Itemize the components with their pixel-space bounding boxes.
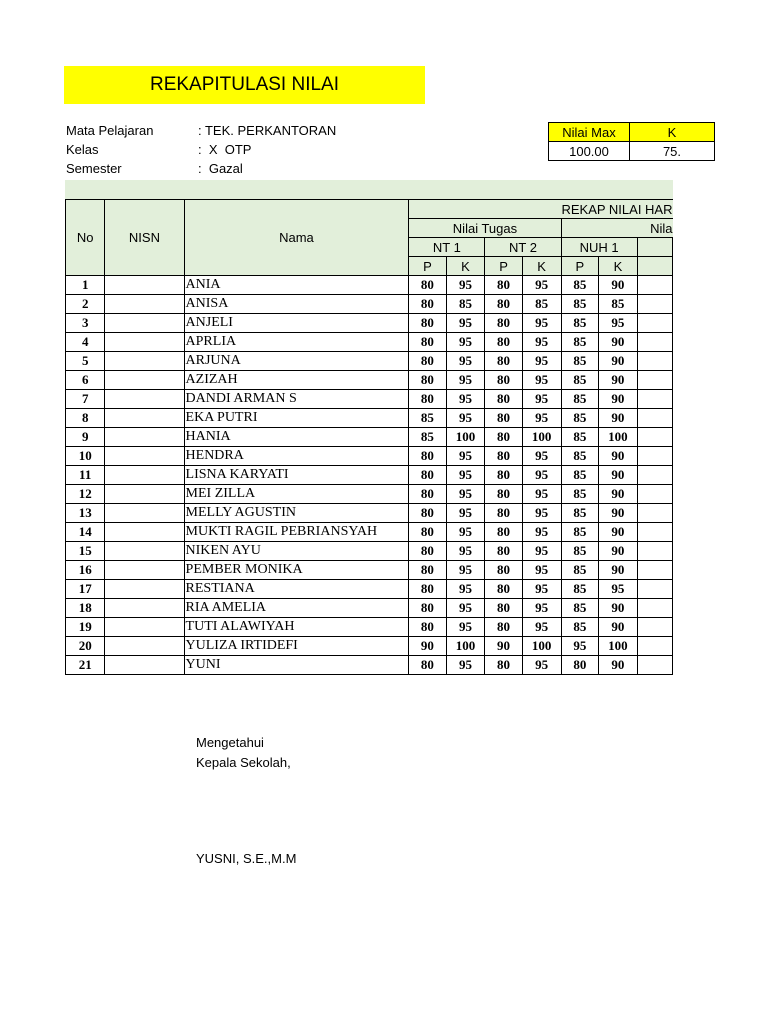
cell-nisn[interactable] <box>105 504 184 523</box>
cell-nt2-k[interactable]: 100 <box>522 428 561 447</box>
cell-nt2-p[interactable]: 80 <box>485 656 522 675</box>
cell-nama[interactable]: ARJUNA <box>184 352 409 371</box>
cell-nt1-p[interactable]: 85 <box>409 428 446 447</box>
cell-nt1-p[interactable]: 80 <box>409 466 446 485</box>
cell-nuh1-p[interactable]: 85 <box>561 333 599 352</box>
cell-nisn[interactable] <box>105 390 184 409</box>
cell-nt1-k[interactable]: 95 <box>446 561 485 580</box>
cell-nt2-k[interactable]: 95 <box>522 580 561 599</box>
cell-nuh1-k[interactable]: 85 <box>599 295 637 314</box>
cell-nt2-p[interactable]: 90 <box>485 637 522 656</box>
grade-table-viewport <box>65 199 673 679</box>
cell-nuh1-p[interactable]: 85 <box>561 542 599 561</box>
cell-nuh1-k[interactable]: 90 <box>599 447 637 466</box>
col-header-nisn[interactable]: NISN <box>105 200 184 276</box>
cell-nt1-k[interactable]: 85 <box>446 295 485 314</box>
col-header-nt2[interactable]: NT 2 <box>485 238 561 257</box>
cell-nama[interactable]: TUTI ALAWIYAH <box>184 618 409 637</box>
cell-nt2-k[interactable]: 95 <box>522 504 561 523</box>
cell-nisn[interactable] <box>105 409 184 428</box>
cell-nisn[interactable] <box>105 656 184 675</box>
cell-no[interactable]: 1 <box>66 276 105 295</box>
table-row <box>66 637 673 656</box>
cell-no[interactable]: 19 <box>66 618 105 637</box>
col-header-p[interactable]: P <box>561 257 599 276</box>
cell-nt1-k[interactable]: 95 <box>446 333 485 352</box>
cell-no[interactable]: 3 <box>66 314 105 333</box>
cell-blank[interactable] <box>637 371 672 390</box>
kkm-header-k[interactable]: K <box>630 123 715 142</box>
cell-no[interactable]: 15 <box>66 542 105 561</box>
cell-nt2-p[interactable]: 80 <box>485 371 522 390</box>
cell-nt1-k[interactable]: 95 <box>446 409 485 428</box>
cell-nt1-p[interactable]: 80 <box>409 447 446 466</box>
cell-blank[interactable] <box>637 599 672 618</box>
cell-nt2-k[interactable]: 95 <box>522 523 561 542</box>
cell-nt1-k[interactable]: 100 <box>446 428 485 447</box>
cell-nt2-k[interactable]: 95 <box>522 656 561 675</box>
cell-nt1-p[interactable]: 80 <box>409 561 446 580</box>
cell-nt2-p[interactable]: 80 <box>485 504 522 523</box>
cell-nuh1-k[interactable]: 90 <box>599 371 637 390</box>
cell-no[interactable]: 17 <box>66 580 105 599</box>
cell-nuh1-p[interactable]: 80 <box>561 656 599 675</box>
cell-nt1-p[interactable]: 80 <box>409 580 446 599</box>
cell-nt1-k[interactable]: 95 <box>446 390 485 409</box>
table-row <box>66 371 673 390</box>
col-header-nama[interactable]: Nama <box>184 200 409 276</box>
cell-blank[interactable] <box>637 333 672 352</box>
cell-nuh1-p[interactable]: 85 <box>561 314 599 333</box>
col-header-p[interactable]: P <box>485 257 522 276</box>
cell-nuh1-k[interactable]: 90 <box>599 618 637 637</box>
col-header-k[interactable]: K <box>599 257 637 276</box>
cell-nt1-p[interactable]: 80 <box>409 485 446 504</box>
cell-nt1-p[interactable]: 90 <box>409 637 446 656</box>
report-title-banner <box>64 66 425 104</box>
cell-nisn[interactable] <box>105 466 184 485</box>
cell-blank[interactable] <box>637 485 672 504</box>
cell-nt2-k[interactable]: 95 <box>522 618 561 637</box>
info-value: : TEK. PERKANTORAN <box>198 123 337 138</box>
cell-nisn[interactable] <box>105 637 184 656</box>
cell-nuh1-p[interactable]: 85 <box>561 447 599 466</box>
info-label: Kelas <box>66 142 99 157</box>
cell-nama[interactable]: DANDI ARMAN S <box>184 390 409 409</box>
cell-nuh1-p[interactable]: 85 <box>561 523 599 542</box>
cell-no[interactable]: 20 <box>66 637 105 656</box>
cell-nuh1-k[interactable]: 90 <box>599 333 637 352</box>
table-row <box>66 580 673 599</box>
cell-nisn[interactable] <box>105 485 184 504</box>
cell-nt1-p[interactable]: 80 <box>409 656 446 675</box>
cell-nuh1-p[interactable]: 85 <box>561 599 599 618</box>
table-row <box>66 618 673 637</box>
cell-nisn[interactable] <box>105 447 184 466</box>
cell-nama[interactable]: ANJELI <box>184 314 409 333</box>
cell-nt2-p[interactable]: 80 <box>485 447 522 466</box>
cell-nt2-k[interactable]: 95 <box>522 333 561 352</box>
cell-no[interactable]: 21 <box>66 656 105 675</box>
cell-nt2-k[interactable]: 95 <box>522 314 561 333</box>
cell-nama[interactable]: RIA AMELIA <box>184 599 409 618</box>
cell-nuh1-p[interactable]: 85 <box>561 504 599 523</box>
table-row <box>66 295 673 314</box>
cell-nt1-p[interactable]: 80 <box>409 352 446 371</box>
cell-nt1-p[interactable]: 80 <box>409 523 446 542</box>
cell-nuh1-k[interactable]: 100 <box>599 637 637 656</box>
col-header-p[interactable]: P <box>409 257 446 276</box>
cell-blank[interactable] <box>637 618 672 637</box>
kkm-header-max[interactable]: Nilai Max <box>549 123 630 142</box>
cell-blank[interactable] <box>637 523 672 542</box>
cell-nt2-p[interactable]: 80 <box>485 466 522 485</box>
cell-nama[interactable]: AZIZAH <box>184 371 409 390</box>
col-header-nilai-other[interactable]: Nila <box>561 219 672 238</box>
cell-nuh1-p[interactable]: 85 <box>561 371 599 390</box>
cell-nt2-p[interactable]: 80 <box>485 542 522 561</box>
cell-nt1-p[interactable]: 80 <box>409 276 446 295</box>
cell-blank[interactable] <box>637 637 672 656</box>
cell-nt2-k[interactable]: 95 <box>522 466 561 485</box>
cell-nt2-p[interactable]: 80 <box>485 314 522 333</box>
cell-nisn[interactable] <box>105 618 184 637</box>
table-row <box>66 409 673 428</box>
cell-no[interactable]: 9 <box>66 428 105 447</box>
signature-greeting: Mengetahui <box>196 735 264 750</box>
col-header-k[interactable]: K <box>446 257 485 276</box>
cell-nama[interactable]: RESTIANA <box>184 580 409 599</box>
cell-nama[interactable]: ANISA <box>184 295 409 314</box>
col-header-blank[interactable] <box>637 238 672 257</box>
table-row <box>66 333 673 352</box>
cell-nisn[interactable] <box>105 599 184 618</box>
cell-nisn[interactable] <box>105 523 184 542</box>
cell-nt2-p[interactable]: 80 <box>485 333 522 352</box>
table-row <box>66 485 673 504</box>
cell-nt2-k[interactable]: 95 <box>522 390 561 409</box>
cell-no[interactable]: 6 <box>66 371 105 390</box>
cell-blank[interactable] <box>637 428 672 447</box>
cell-nt1-p[interactable]: 80 <box>409 542 446 561</box>
cell-nt1-k[interactable]: 95 <box>446 466 485 485</box>
cell-nuh1-k[interactable]: 90 <box>599 485 637 504</box>
cell-nt2-k[interactable]: 95 <box>522 276 561 295</box>
cell-nisn[interactable] <box>105 561 184 580</box>
header-band <box>65 180 673 199</box>
cell-nuh1-p[interactable]: 85 <box>561 295 599 314</box>
cell-nisn[interactable] <box>105 542 184 561</box>
report-title: REKAPITULASI NILAI <box>149 74 339 95</box>
cell-nt2-p[interactable]: 80 <box>485 276 522 295</box>
cell-nt1-k[interactable]: 95 <box>446 314 485 333</box>
cell-nt1-p[interactable]: 80 <box>409 333 446 352</box>
table-row <box>66 447 673 466</box>
cell-nuh1-p[interactable]: 85 <box>561 276 599 295</box>
col-header-k[interactable]: K <box>522 257 561 276</box>
cell-nuh1-k[interactable]: 90 <box>599 599 637 618</box>
cell-blank[interactable] <box>637 466 672 485</box>
cell-nuh1-p[interactable]: 85 <box>561 580 599 599</box>
cell-nt2-p[interactable]: 80 <box>485 580 522 599</box>
cell-blank[interactable] <box>637 656 672 675</box>
cell-no[interactable]: 12 <box>66 485 105 504</box>
cell-nuh1-p[interactable]: 85 <box>561 618 599 637</box>
cell-nt2-k[interactable]: 95 <box>522 561 561 580</box>
cell-nuh1-p[interactable]: 85 <box>561 485 599 504</box>
cell-no[interactable]: 8 <box>66 409 105 428</box>
cell-nuh1-p[interactable]: 85 <box>561 466 599 485</box>
cell-nuh1-k[interactable]: 90 <box>599 656 637 675</box>
cell-blank[interactable] <box>637 409 672 428</box>
cell-nuh1-k[interactable]: 90 <box>599 504 637 523</box>
cell-nt1-p[interactable]: 80 <box>409 599 446 618</box>
col-header-rekap[interactable]: REKAP NILAI HAR <box>409 200 673 219</box>
cell-nuh1-p[interactable]: 85 <box>561 561 599 580</box>
table-row <box>66 390 673 409</box>
cell-nt1-k[interactable]: 95 <box>446 276 485 295</box>
kkm-value-k[interactable]: 75. <box>630 142 715 161</box>
cell-nt2-p[interactable]: 80 <box>485 428 522 447</box>
cell-nuh1-p[interactable]: 85 <box>561 352 599 371</box>
cell-nt1-k[interactable]: 95 <box>446 447 485 466</box>
cell-no[interactable]: 10 <box>66 447 105 466</box>
cell-nt2-k[interactable]: 95 <box>522 542 561 561</box>
cell-nisn[interactable] <box>105 371 184 390</box>
cell-no[interactable]: 2 <box>66 295 105 314</box>
cell-no[interactable]: 11 <box>66 466 105 485</box>
info-label: Mata Pelajaran <box>66 123 154 138</box>
col-header-nt1[interactable]: NT 1 <box>409 238 485 257</box>
cell-nt2-k[interactable]: 95 <box>522 409 561 428</box>
kkm-table <box>548 122 715 161</box>
cell-blank[interactable] <box>637 580 672 599</box>
cell-nt2-k[interactable]: 85 <box>522 295 561 314</box>
info-value: : Gazal <box>198 161 243 176</box>
cell-blank[interactable] <box>637 295 672 314</box>
cell-nt1-p[interactable]: 80 <box>409 314 446 333</box>
cell-nisn[interactable] <box>105 295 184 314</box>
cell-blank[interactable] <box>637 504 672 523</box>
cell-nt2-p[interactable]: 80 <box>485 485 522 504</box>
cell-no[interactable]: 7 <box>66 390 105 409</box>
cell-nt1-k[interactable]: 95 <box>446 656 485 675</box>
cell-nisn[interactable] <box>105 276 184 295</box>
cell-no[interactable]: 5 <box>66 352 105 371</box>
cell-nama[interactable]: LISNA KARYATI <box>184 466 409 485</box>
info-value: : X OTP <box>198 142 252 157</box>
col-header-nuh1[interactable]: NUH 1 <box>561 238 637 257</box>
table-row <box>66 466 673 485</box>
cell-blank[interactable] <box>637 314 672 333</box>
table-row <box>66 656 673 675</box>
table-row <box>66 599 673 618</box>
cell-nuh1-k[interactable]: 90 <box>599 561 637 580</box>
cell-nt2-k[interactable]: 95 <box>522 447 561 466</box>
cell-nt1-k[interactable]: 95 <box>446 371 485 390</box>
cell-nama[interactable]: HANIA <box>184 428 409 447</box>
table-row <box>66 561 673 580</box>
cell-nt1-k[interactable]: 95 <box>446 599 485 618</box>
cell-nuh1-p[interactable]: 85 <box>561 390 599 409</box>
grade-table-body <box>66 276 673 675</box>
cell-nisn[interactable] <box>105 352 184 371</box>
cell-nuh1-k[interactable]: 95 <box>599 580 637 599</box>
cell-nama[interactable]: MUKTI RAGIL PEBRIANSYAH <box>184 523 409 542</box>
cell-blank[interactable] <box>637 390 672 409</box>
cell-nt1-k[interactable]: 95 <box>446 542 485 561</box>
cell-no[interactable]: 18 <box>66 599 105 618</box>
cell-nisn[interactable] <box>105 428 184 447</box>
cell-blank[interactable] <box>637 542 672 561</box>
grade-table <box>65 199 673 675</box>
cell-nuh1-k[interactable]: 90 <box>599 276 637 295</box>
cell-blank[interactable] <box>637 352 672 371</box>
cell-nt1-k[interactable]: 95 <box>446 485 485 504</box>
cell-nama[interactable]: APRLIA <box>184 333 409 352</box>
cell-nt2-k[interactable]: 95 <box>522 352 561 371</box>
table-row <box>66 523 673 542</box>
cell-no[interactable]: 14 <box>66 523 105 542</box>
cell-no[interactable]: 16 <box>66 561 105 580</box>
cell-nt2-p[interactable]: 80 <box>485 599 522 618</box>
cell-nama[interactable]: PEMBER MONIKA <box>184 561 409 580</box>
cell-no[interactable]: 4 <box>66 333 105 352</box>
cell-nuh1-k[interactable]: 90 <box>599 523 637 542</box>
cell-nt1-p[interactable]: 85 <box>409 409 446 428</box>
table-row <box>66 504 673 523</box>
cell-nama[interactable]: HENDRA <box>184 447 409 466</box>
cell-nt2-p[interactable]: 80 <box>485 390 522 409</box>
signature-role: Kepala Sekolah, <box>196 755 291 770</box>
cell-nt1-k[interactable]: 95 <box>446 504 485 523</box>
cell-nt2-p[interactable]: 80 <box>485 523 522 542</box>
cell-nt2-p[interactable]: 80 <box>485 618 522 637</box>
cell-nama[interactable]: MEI ZILLA <box>184 485 409 504</box>
cell-nt2-k[interactable]: 95 <box>522 485 561 504</box>
cell-nt2-k[interactable]: 95 <box>522 371 561 390</box>
cell-blank[interactable] <box>637 447 672 466</box>
cell-nama[interactable]: YUNI <box>184 656 409 675</box>
cell-nama[interactable]: YULIZA IRTIDEFI <box>184 637 409 656</box>
cell-blank[interactable] <box>637 276 672 295</box>
cell-nuh1-p[interactable]: 85 <box>561 428 599 447</box>
cell-nama[interactable]: EKA PUTRI <box>184 409 409 428</box>
cell-nt2-k[interactable]: 100 <box>522 637 561 656</box>
cell-nuh1-k[interactable]: 95 <box>599 314 637 333</box>
kkm-value-max[interactable]: 100.00 <box>549 142 630 161</box>
cell-nt1-p[interactable]: 80 <box>409 618 446 637</box>
cell-nt1-p[interactable]: 80 <box>409 504 446 523</box>
cell-nisn[interactable] <box>105 333 184 352</box>
cell-nt1-p[interactable]: 80 <box>409 371 446 390</box>
cell-nuh1-k[interactable]: 90 <box>599 390 637 409</box>
cell-nama[interactable]: MELLY AGUSTIN <box>184 504 409 523</box>
cell-nt1-k[interactable]: 95 <box>446 618 485 637</box>
cell-nama[interactable]: NIKEN AYU <box>184 542 409 561</box>
table-row <box>66 352 673 371</box>
cell-no[interactable]: 13 <box>66 504 105 523</box>
cell-nisn[interactable] <box>105 314 184 333</box>
table-row <box>66 542 673 561</box>
cell-nt1-k[interactable]: 100 <box>446 637 485 656</box>
info-label: Semester <box>66 161 122 176</box>
cell-nuh1-p[interactable]: 85 <box>561 409 599 428</box>
cell-nt1-k[interactable]: 95 <box>446 523 485 542</box>
col-header-nilai-tugas[interactable]: Nilai Tugas <box>409 219 561 238</box>
table-row <box>66 314 673 333</box>
cell-nt1-k[interactable]: 95 <box>446 352 485 371</box>
cell-nt1-p[interactable]: 80 <box>409 390 446 409</box>
cell-nuh1-k[interactable]: 90 <box>599 352 637 371</box>
cell-nuh1-p[interactable]: 95 <box>561 637 599 656</box>
col-header-no[interactable]: No <box>66 200 105 276</box>
cell-nt2-p[interactable]: 80 <box>485 295 522 314</box>
signature-name: YUSNI, S.E.,M.M <box>196 851 297 866</box>
cell-nuh1-k[interactable]: 90 <box>599 409 637 428</box>
cell-nuh1-k[interactable]: 90 <box>599 542 637 561</box>
col-header-blank[interactable] <box>637 257 672 276</box>
table-row <box>66 276 673 295</box>
cell-nt2-p[interactable]: 80 <box>485 561 522 580</box>
cell-nuh1-k[interactable]: 90 <box>599 466 637 485</box>
cell-nisn[interactable] <box>105 580 184 599</box>
cell-nt1-k[interactable]: 95 <box>446 580 485 599</box>
cell-nt2-p[interactable]: 80 <box>485 409 522 428</box>
table-row <box>66 428 673 447</box>
cell-nuh1-k[interactable]: 100 <box>599 428 637 447</box>
cell-nt2-k[interactable]: 95 <box>522 599 561 618</box>
cell-nt2-p[interactable]: 80 <box>485 352 522 371</box>
cell-nama[interactable]: ANIA <box>184 276 409 295</box>
cell-nt1-p[interactable]: 80 <box>409 295 446 314</box>
cell-blank[interactable] <box>637 561 672 580</box>
